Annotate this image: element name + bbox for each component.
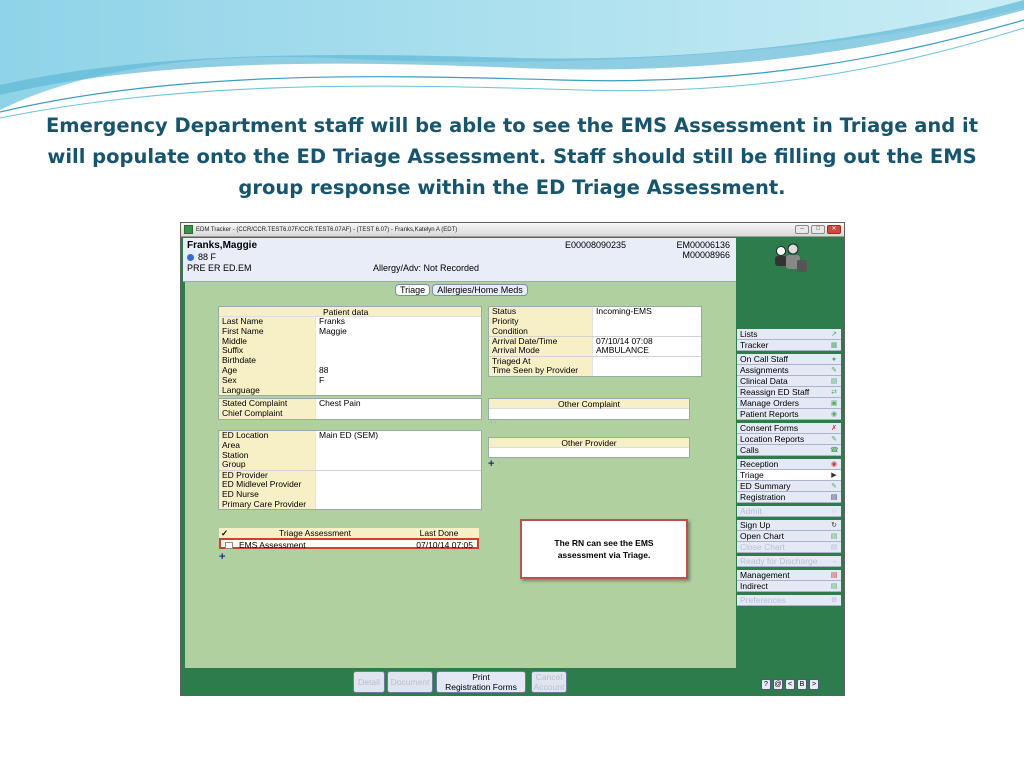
provider-row: ED Provider — [219, 470, 481, 480]
action-sidebar — [737, 329, 841, 606]
sidebar-item-manage-orders[interactable]: Manage Orders ▣ — [737, 398, 841, 409]
sidebar-item-consent-forms[interactable]: Consent Forms ✗ — [737, 423, 841, 434]
add-assessment-icon[interactable]: + — [219, 551, 226, 563]
indirect-icon: ▤ — [830, 583, 838, 590]
people-icon: ● — [831, 356, 837, 363]
sidebar-item-management[interactable]: Management ▤ — [737, 570, 841, 581]
window-titlebar — [181, 223, 844, 237]
management-icon: ▤ — [830, 572, 838, 579]
triage-icon: ▶ — [831, 472, 837, 479]
triage-assessment-header: ✓ Triage Assessment Last Done — [219, 528, 479, 538]
other-complaint-panel — [488, 398, 690, 420]
status-row: Triaged At — [489, 356, 701, 366]
allergy-status: Allergy/Adv: Not Recorded — [373, 263, 480, 273]
detail-button[interactable]: Detail — [353, 671, 385, 693]
status-panel — [488, 306, 702, 377]
sidebar-item-reassign-ed-staff[interactable]: Reassign ED Staff ⇄ — [737, 387, 841, 398]
stated-complaint-row: Stated Complaint Chest Pain — [219, 399, 481, 409]
help-icon[interactable]: ? — [761, 679, 771, 690]
sidebar-item-indirect[interactable]: Indirect ▤ — [737, 581, 841, 592]
document-button[interactable]: Document — [387, 671, 433, 693]
expand-icon[interactable]: • — [498, 461, 501, 468]
edm-tracker-window — [180, 222, 845, 696]
tab-triage[interactable]: Triage — [395, 284, 430, 296]
ems-assessment-row[interactable]: EMS Assessment 07/10/14 07:05 — [219, 538, 479, 549]
signup-icon: ↻ — [831, 522, 837, 529]
sidebar-item-calls[interactable]: Calls ☎ — [737, 445, 841, 456]
orders-icon: ▣ — [830, 400, 838, 407]
email-icon[interactable]: @ — [774, 681, 782, 688]
sidebar-item-clinical-data[interactable]: Clinical Data ▤ — [737, 376, 841, 387]
close-chart-icon: ▤ — [830, 544, 838, 551]
triage-content-area — [185, 282, 736, 668]
other-provider-header: Other Provider — [489, 438, 689, 448]
ems-assessment-checkbox[interactable] — [225, 542, 233, 549]
complaint-panel — [218, 398, 482, 420]
registration-icon: ▤ — [830, 494, 838, 501]
signature-icon: ✗ — [831, 425, 837, 432]
patient-data-panel — [218, 306, 482, 396]
staff-people-icon — [771, 242, 811, 276]
provider-row: Primary Care Provider — [219, 500, 481, 510]
maximize-button[interactable]: □ — [811, 225, 825, 234]
patient-row: Age 88 — [219, 366, 481, 376]
tab-allergies-home-meds[interactable]: Allergies/Home Meds — [432, 284, 528, 296]
em-number: EM00006136 — [676, 240, 730, 250]
triage-assessment-table — [219, 528, 479, 549]
sidebar-item-ed-summary[interactable]: ED Summary ✎ — [737, 481, 841, 492]
info-icon[interactable] — [187, 254, 194, 261]
bookmark-icon[interactable]: B — [797, 679, 807, 690]
swap-icon: ⇄ — [831, 389, 837, 396]
back-icon[interactable]: < — [785, 679, 795, 690]
m-number: M00008966 — [682, 250, 730, 260]
patient-age-sex: 88 F — [187, 252, 216, 262]
sidebar-item-preferences[interactable]: Preferences ⚙ — [737, 595, 841, 606]
patient-row: Birthdate — [219, 356, 481, 366]
status-row: Priority — [489, 317, 701, 327]
status-row: Time Seen by Provider — [489, 366, 701, 376]
discharge-icon: → — [830, 558, 838, 565]
sidebar-item-admit[interactable]: Admit ○ — [737, 506, 841, 517]
window-title: EDM Tracker - (CCR/CCR.TEST6.07F/CCR.TEST6.07AF) - (TEST 6.07) - Franks,Katelyn A (EDT) — [196, 226, 458, 233]
admit-icon: ○ — [831, 508, 837, 515]
view-tabs — [395, 284, 528, 296]
staff-panel — [737, 238, 843, 282]
patient-row: Suffix — [219, 346, 481, 356]
sidebar-item-on-call-staff[interactable]: On Call Staff ● — [737, 354, 841, 365]
account-number: E00008090235 — [565, 240, 627, 250]
preferences-icon: ⚙ — [830, 597, 838, 604]
minimize-button[interactable]: – — [795, 225, 809, 234]
app-icon — [184, 225, 193, 234]
forward-icon[interactable]: > — [809, 679, 819, 690]
location-panel — [218, 430, 482, 510]
provider-row: ED Midlevel Provider — [219, 480, 481, 490]
status-row: Status Incoming-EMS — [489, 307, 701, 317]
summary-icon: ✎ — [831, 483, 837, 490]
chart-icon: ▤ — [830, 533, 838, 540]
sidebar-item-open-chart[interactable]: Open Chart ▤ — [737, 531, 841, 542]
patient-name: Franks,Maggie — [187, 240, 258, 251]
phone-icon: ☎ — [830, 447, 839, 454]
sidebar-item-triage[interactable]: Triage ▶ — [737, 470, 841, 481]
patient-row: Last Name Franks — [219, 317, 481, 327]
arrow-icon: ↗ — [831, 331, 837, 338]
sidebar-item-location-reports[interactable]: Location Reports ✎ — [737, 434, 841, 445]
help-toolbar — [761, 679, 819, 690]
report-icon: ◉ — [830, 411, 838, 418]
expand-icon[interactable]: • • — [490, 420, 497, 427]
sidebar-item-sign-up[interactable]: Sign Up ↻ — [737, 520, 841, 531]
sidebar-item-patient-reports[interactable]: Patient Reports ◉ — [737, 409, 841, 420]
bottom-button-bar — [183, 669, 736, 695]
window-controls — [795, 225, 841, 234]
chief-complaint-row: Chief Complaint — [219, 409, 481, 419]
patient-banner — [183, 238, 736, 282]
slide-title: Emergency Department staff will be able to see the EMS Assessment in Triage and it will populate onto the ED Triage Assessment. Staff should still be filling out the EMS group response within the ED Triage Assessment. — [45, 114, 979, 199]
patient-row: Sex F — [219, 376, 481, 386]
close-button[interactable]: ✕ — [827, 225, 841, 234]
location-row: ED Location Main ED (SEM) — [219, 431, 481, 441]
other-complaint-header: Other Complaint — [489, 399, 689, 409]
status-row: Condition — [489, 327, 701, 337]
status-row: Arrival Mode AMBULANCE — [489, 346, 701, 356]
sidebar-item-lists[interactable]: Lists ↗ — [737, 329, 841, 340]
location-row: Group — [219, 460, 481, 470]
sidebar-item-reception[interactable]: Reception ◉ — [737, 459, 841, 470]
patient-row: Middle — [219, 337, 481, 347]
patient-status-line: PRE ER ED.EM — [187, 263, 252, 273]
callout-note: The RN can see the EMS assessment via Triage. — [520, 519, 688, 579]
location-row: Area — [219, 441, 481, 451]
provider-row: ED Nurse — [219, 490, 481, 500]
patient-data-header: Patient data — [219, 307, 481, 317]
pencil-icon: ✎ — [831, 367, 837, 374]
add-provider-icon[interactable]: + — [488, 458, 495, 470]
cancel-account-button[interactable]: Cancel Account — [531, 671, 567, 693]
map-icon: ✎ — [831, 436, 837, 443]
patient-row: Language — [219, 386, 481, 396]
status-row: Arrival Date/Time 07/10/14 07:08 — [489, 336, 701, 346]
patient-row: First Name Maggie — [219, 327, 481, 337]
other-provider-panel — [488, 437, 690, 458]
sidebar-item-close-chart[interactable]: Close Chart ▤ — [737, 542, 841, 553]
sidebar-item-tracker[interactable]: Tracker ▦ — [737, 340, 841, 351]
print-registration-forms-button[interactable]: Print Registration Forms — [436, 671, 526, 693]
location-row: Station — [219, 451, 481, 461]
grid-icon: ▦ — [830, 342, 838, 349]
reception-icon: ◉ — [830, 461, 838, 468]
sidebar-item-registration[interactable]: Registration ▤ — [737, 492, 841, 503]
checkmark-icon: ✓ — [221, 528, 229, 538]
sidebar-item-ready-for-discharge[interactable]: Ready for Discharge → — [737, 556, 841, 567]
sidebar-item-assignments[interactable]: Assignments ✎ — [737, 365, 841, 376]
document-icon: ▤ — [830, 378, 838, 385]
